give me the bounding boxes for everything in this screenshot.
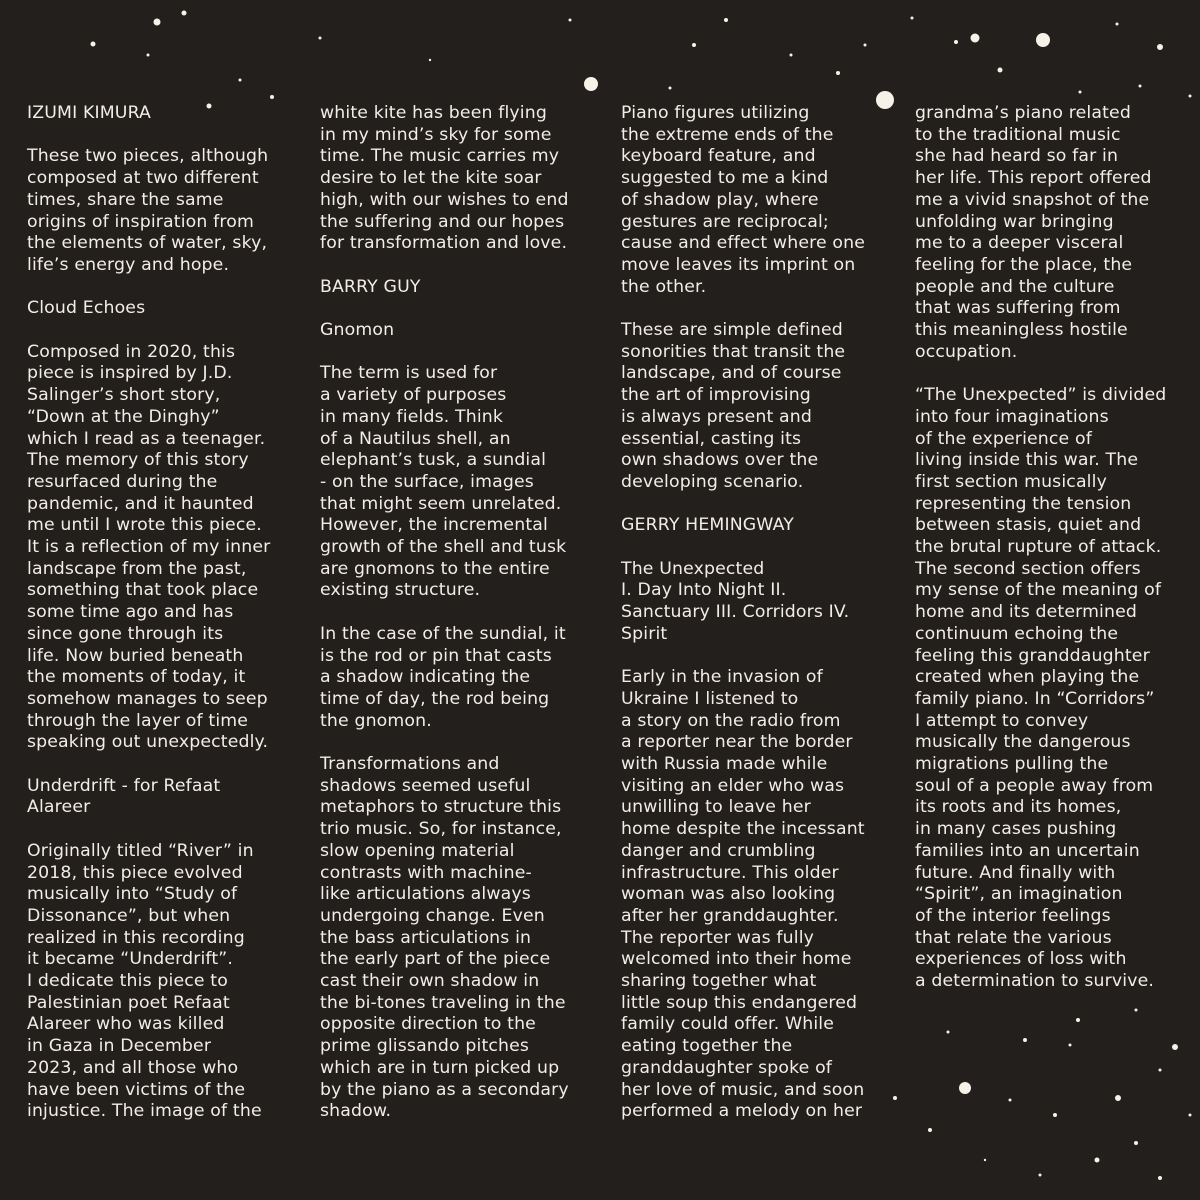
text-line: Sanctuary III. Corridors IV.	[621, 602, 850, 623]
text-line: origins of inspiration from	[27, 211, 254, 232]
text-line: of the experience of	[915, 428, 1092, 449]
text-line: her love of music, and soon	[621, 1079, 865, 1100]
text-line: continuum echoing the	[915, 623, 1119, 644]
text-line: unfolding war bringing	[915, 211, 1114, 232]
text-line: the extreme ends of the	[621, 124, 834, 145]
text-line: shadows seemed useful	[320, 775, 531, 796]
text-line: home despite the incessant	[621, 819, 865, 840]
text-line: unwilling to leave her	[621, 797, 811, 818]
text-line: landscape from the past,	[27, 558, 247, 579]
text-line: a variety of purposes	[320, 385, 507, 406]
text-line: I dedicate this piece to	[27, 971, 228, 992]
text-line: Early in the invasion of	[621, 667, 823, 688]
paragraph	[27, 146, 297, 276]
text-line: metaphors to structure this	[320, 797, 562, 818]
paragraph	[621, 667, 891, 1123]
text-line: woman was also looking	[621, 884, 836, 905]
text-line: undergoing change. Even	[320, 905, 545, 926]
paragraph	[320, 624, 590, 733]
text-line: danger and crumbling	[621, 840, 816, 861]
text-line: trio music. So, for instance,	[320, 819, 562, 840]
text-line: the suffering and our hopes	[320, 211, 565, 232]
text-line: that was suffering from	[915, 298, 1121, 319]
text-line: - on the surface, images	[320, 471, 534, 492]
text-line: realized in this recording	[27, 927, 245, 948]
text-line: between stasis, quiet and	[915, 515, 1142, 536]
text-line: elephant’s tusk, a sundial	[320, 450, 547, 471]
text-line: desire to let the kite soar	[320, 168, 542, 189]
text-line: Alareer	[27, 797, 91, 818]
text-line: some time ago and has	[27, 602, 234, 623]
paragraph	[320, 754, 590, 1123]
text-line: injustice. The image of the	[27, 1101, 262, 1122]
text-line: its roots and its homes,	[915, 797, 1122, 818]
text-line: a reporter near the border	[621, 732, 853, 753]
text-line: me a vivid snapshot of the	[915, 189, 1150, 210]
text-line: life’s energy and hope.	[27, 254, 230, 275]
text-line: by the piano as a secondary	[320, 1079, 569, 1100]
text-line: Gnomon	[320, 320, 395, 340]
text-line: life. Now buried beneath	[27, 645, 244, 666]
text-line: GERRY HEMINGWAY	[621, 515, 794, 536]
text-line: a story on the radio from	[621, 710, 841, 731]
text-line: slow opening material	[320, 840, 515, 861]
text-line: living inside this war. The	[915, 450, 1139, 471]
text-line: BARRY GUY	[320, 276, 421, 297]
text-line: welcomed into their home	[621, 949, 852, 970]
text-line: with Russia made while	[621, 754, 828, 775]
text-line: The Unexpected	[621, 558, 765, 579]
text-line: Ukraine I listened to	[621, 688, 799, 709]
text-column-1	[27, 103, 297, 1123]
text-line: speaking out unexpectedly.	[27, 732, 269, 753]
text-line: suggested to me a kind	[621, 168, 829, 189]
text-line: for transformation and love.	[320, 233, 568, 254]
text-line: Cloud Echoes	[27, 298, 146, 319]
text-line: visiting an elder who was	[621, 775, 845, 796]
text-line: white kite has been flying	[320, 103, 547, 123]
text-line: opposite direction to the	[320, 1014, 536, 1035]
text-line: “The Unexpected” is divided	[915, 385, 1167, 406]
text-line: which are in turn picked up	[320, 1057, 560, 1078]
text-line: families into an uncertain	[915, 840, 1140, 861]
text-line: shadow.	[320, 1101, 392, 1122]
text-line: me until I wrote this piece.	[27, 515, 262, 536]
text-line: family piano. In “Corridors”	[915, 688, 1155, 709]
text-line: prime glissando pitches	[320, 1036, 530, 1057]
text-line: into four imaginations	[915, 406, 1109, 427]
text-line: first section musically	[915, 471, 1107, 492]
text-line: performed a melody on her	[621, 1101, 863, 1122]
text-line: soul of a people away from	[915, 775, 1154, 796]
paragraph	[320, 363, 590, 602]
text-line: The reporter was fully	[621, 927, 815, 948]
text-line: Dissonance”, but when	[27, 905, 231, 926]
text-line: she had heard so far in	[915, 146, 1119, 167]
text-line: contrasts with machine-	[320, 862, 532, 883]
text-line: The second section offers	[915, 558, 1141, 579]
text-line: Spirit	[621, 623, 668, 644]
paragraph	[27, 841, 297, 1123]
text-line: “Down at the Dinghy”	[27, 406, 220, 427]
text-line: the bi-tones traveling in the	[320, 992, 566, 1013]
text-line: sonorities that transit the	[621, 341, 846, 362]
text-line: people and the culture	[915, 276, 1115, 297]
text-line: developing scenario.	[621, 471, 804, 492]
text-line: in Gaza in December	[27, 1036, 212, 1057]
text-line: Piano figures utilizing	[621, 103, 810, 123]
text-line: In the case of the sundial, it	[320, 623, 566, 644]
text-line: through the layer of time	[27, 710, 249, 731]
text-line: the art of improvising	[621, 385, 811, 406]
text-line: Alareer who was killed	[27, 1014, 225, 1035]
text-line: occupation.	[915, 341, 1018, 362]
text-line: gestures are reciprocal;	[621, 211, 829, 232]
text-line: It is a reflection of my inner	[27, 537, 271, 558]
text-line: move leaves its imprint on	[621, 254, 856, 275]
text-line: keyboard feature, and	[621, 146, 816, 167]
text-line: cast their own shadow in	[320, 971, 540, 992]
text-line: eating together the	[621, 1036, 793, 1057]
text-line: I attempt to convey	[915, 710, 1089, 731]
text-line: feeling for the place, the	[915, 254, 1133, 275]
text-line: times, share the same	[27, 189, 224, 210]
text-line: is always present and	[621, 406, 812, 427]
text-line: is the rod or pin that casts	[320, 645, 552, 666]
paragraph	[621, 559, 891, 646]
paragraph	[915, 103, 1185, 363]
text-line: after her granddaughter.	[621, 905, 839, 926]
text-line: Originally titled “River” in	[27, 840, 254, 861]
text-line: high, with our wishes to end	[320, 189, 569, 210]
text-line: musically the dangerous	[915, 732, 1131, 753]
text-line: to the traditional music	[915, 124, 1121, 145]
text-line: resurfaced during the	[27, 471, 218, 492]
text-line: experiences of loss with	[915, 949, 1127, 970]
text-line: home and its determined	[915, 602, 1138, 623]
text-line: are gnomons to the entire	[320, 558, 550, 579]
text-line: her life. This report offered	[915, 168, 1152, 189]
paragraph	[621, 103, 891, 298]
paragraph	[621, 515, 891, 537]
text-line: the early part of the piece	[320, 949, 551, 970]
text-column-2	[320, 103, 590, 1123]
text-line: the moments of today, it	[27, 667, 246, 688]
paragraph	[27, 342, 297, 754]
text-line: that might seem unrelated.	[320, 493, 562, 514]
text-line: which I read as a teenager.	[27, 428, 266, 449]
text-line: 2018, this piece evolved	[27, 862, 243, 883]
text-line: growth of the shell and tusk	[320, 537, 567, 558]
text-line: feeling this granddaughter	[915, 645, 1150, 666]
text-line: something that took place	[27, 580, 259, 601]
text-line: this meaningless hostile	[915, 320, 1128, 341]
text-line: Salinger’s short story,	[27, 385, 221, 406]
text-line: migrations pulling the	[915, 754, 1109, 775]
text-line: me to a deeper visceral	[915, 233, 1124, 254]
text-line: of the interior feelings	[915, 906, 1111, 926]
text-line: little soup this endangered	[621, 992, 858, 1013]
text-line: musically into “Study of	[27, 884, 238, 905]
text-line: infrastructure. This older	[621, 862, 839, 883]
text-line: Transformations and	[320, 754, 500, 775]
paragraph	[320, 103, 590, 255]
text-line: a determination to survive.	[915, 971, 1155, 992]
paragraph	[621, 320, 891, 494]
text-line: The term is used for	[320, 363, 498, 384]
text-line: However, the incremental	[320, 515, 548, 536]
text-line: the other.	[621, 276, 707, 297]
text-line: sharing together what	[621, 971, 817, 992]
text-line: These two pieces, although	[27, 146, 269, 167]
text-line: landscape, and of course	[621, 363, 842, 384]
text-line: of shadow play, where	[621, 189, 819, 210]
text-line: future. And finally with	[915, 862, 1116, 883]
text-line: pandemic, and it haunted	[27, 493, 254, 514]
paragraph	[27, 776, 297, 819]
paragraph	[27, 298, 297, 320]
text-line: somehow manages to seep	[27, 688, 268, 709]
text-line: family could offer. While	[621, 1014, 835, 1035]
text-line: the gnomon.	[320, 710, 432, 731]
text-line: These are simple defined	[621, 320, 843, 341]
paragraph	[320, 320, 590, 342]
text-line: own shadows over the	[621, 450, 819, 471]
text-line: since gone through its	[27, 623, 224, 644]
text-line: time of day, the rod being	[320, 688, 550, 709]
text-line: a shadow indicating the	[320, 667, 531, 688]
text-line: composed at two different	[27, 168, 259, 189]
text-line: piece is inspired by J.D.	[27, 363, 233, 384]
text-column-4	[915, 103, 1185, 993]
text-line: representing the tension	[915, 493, 1132, 514]
text-column-3	[621, 103, 891, 1123]
text-line: like articulations always	[320, 884, 531, 905]
paragraph	[915, 385, 1185, 993]
text-line: “Spirit”, an imagination	[915, 884, 1123, 905]
text-line: grandma’s piano related	[915, 103, 1131, 123]
text-line: 2023, and all those who	[27, 1057, 239, 1078]
text-line: essential, casting its	[621, 428, 802, 449]
text-line: created when playing the	[915, 667, 1140, 688]
text-line: have been victims of the	[27, 1079, 246, 1100]
text-line: the brutal rupture of attack.	[915, 537, 1162, 558]
text-line: IZUMI KIMURA	[27, 103, 152, 123]
text-line: Composed in 2020, this	[27, 341, 236, 362]
text-line: the elements of water, sky,	[27, 233, 268, 254]
text-line: that relate the various	[915, 927, 1112, 948]
text-line: my sense of the meaning of	[915, 580, 1162, 601]
text-line: in many cases pushing	[915, 819, 1117, 840]
text-line: in many fields. Think	[320, 406, 504, 427]
text-line: existing structure.	[320, 580, 481, 601]
paragraph	[27, 103, 297, 125]
text-line: Palestinian poet Refaat	[27, 992, 230, 1013]
paragraph	[320, 277, 590, 299]
text-line: The memory of this story	[27, 450, 249, 471]
text-line: time. The music carries my	[320, 146, 560, 167]
text-line: granddaughter spoke of	[621, 1057, 833, 1078]
text-line: Underdrift - for Refaat	[27, 775, 221, 796]
text-line: cause and effect where one	[621, 233, 866, 254]
text-line: of a Nautilus shell, an	[320, 428, 511, 449]
text-line: it became “Underdrift”.	[27, 949, 234, 970]
text-line: in my mind’s sky for some	[320, 124, 552, 145]
text-line: the bass articulations in	[320, 927, 532, 948]
text-line: I. Day Into Night II.	[621, 580, 787, 601]
